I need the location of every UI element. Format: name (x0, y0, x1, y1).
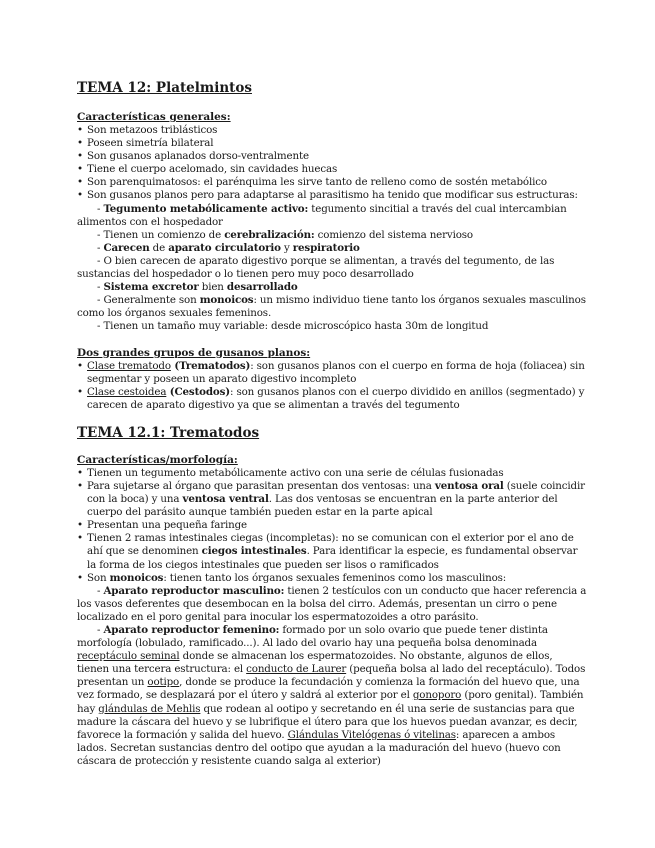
general-features-list (77, 124, 587, 203)
heading-caracteristicas-generales: Características generales: (77, 111, 231, 123)
list-item: • Son gusanos aplanados dorso-ventralmente (77, 150, 587, 163)
list-item-cestoidea: • Clase cestoidea (Cestodos): son gusanos planos con el cuerpo dividido en anillos (segmentado) y carecen de aparato digestivo ya que se alimentan a través del tegumento (77, 386, 587, 412)
morphology-list (77, 467, 587, 585)
sub-item-masculino: - Aparato reproductor masculino: tienen 2 testículos con un conducto que hacer referencia a los vasos deferentes que desembocan en la bolsa del cirro. Además, presentan un cirro o pene localizado en el poro genital para inocular los espermatozoides a otro parásito. (77, 584, 587, 623)
list-item: • Son parenquimatosos: el parénquima les sirve tanto de relleno como de sostén metabólico (77, 176, 587, 189)
adaptations-block (77, 203, 587, 334)
groups-list (77, 360, 587, 412)
document-page (77, 80, 587, 768)
list-item: • Presentan una pequeña faringe (77, 519, 587, 532)
list-item: • Tienen 2 ramas intestinales ciegas (incompletas): no se comunican con el exterior por el ano de ahí que se denominen ciegos intestinales. Para identificar la especie, es fundamental observar la forma de los ciegos intestinales que pueden ser lisos o ramificados (77, 532, 587, 571)
list-item: • Para sujetarse al órgano que parasitan presentan dos ventosas: una ventosa oral (suele coincidir con la boca) y una ventosa ventral. Las dos ventosas se encuentran en la parte anterior del cuerpo del parásito aunque también pueden estar en la parte apical (77, 480, 587, 519)
sub-item-tegumento: - Tegumento metabólicamente activo: tegumento sincitial a través del cual intercambian alimentos con el hospedador (77, 202, 567, 228)
list-item: • Tiene el cuerpo acelomado, sin cavidades huecas (77, 163, 587, 176)
list-item: • Son monoicos: tienen tanto los órganos sexuales femeninos como los masculinos: (77, 572, 587, 585)
section-title-trematodos: TEMA 12.1: Trematodos (77, 424, 260, 441)
sub-item-digestivo: - O bien carecen de aparato digestivo porque se alimentan, a través del tegumento, de las sustancias del hospedador o lo tienen pero muy poco desarrollado (77, 254, 555, 281)
list-item: • Poseen simetría bilateral (77, 137, 587, 150)
list-item: • Son gusanos planos pero para adaptarse al parasitismo ha tenido que modificar sus estructuras: (77, 189, 587, 202)
sub-item-excretor: - Sistema excretor bien desarrollado (97, 281, 298, 294)
list-item: • Tienen un tegumento metabólicamente activo con una serie de células fusionadas (77, 467, 587, 480)
sub-item-tamano: - Tienen un tamaño muy variable: desde microscópico hasta 30m de longitud (97, 320, 489, 333)
sub-item-carecen: - Carecen de aparato circulatorio y respiratorio (97, 241, 360, 254)
reproductive-block (77, 585, 587, 768)
sub-item-cerebralizacion: - Tienen un comienzo de cerebralización: comienzo del sistema nervioso (97, 228, 473, 241)
heading-morfologia: Características/morfología: (77, 453, 238, 466)
sub-item-femenino: - Aparato reproductor femenino: formado por un solo ovario que puede tener distinta morfología (lobulado, ramificado...). Al lado del ovario hay una pequeña bolsa denominada receptáculo seminal donde se almacenan los espermatozoides. No obstante, algunos de ellos, tienen una tercera estructura: el conducto de Laurer (pequeña bolsa al lado del receptáculo). Todos presentan un ootipo, donde se produce la fecundación y comienza la formación del huevo que, una vez formado, se desplazará por el útero y saldrá al exterior por el gonoporo (poro genital). También hay glándulas de Mehlis que rodean al ootipo y secretando en él una serie de sustancias para que madure la cáscara del huevo y se lubrifique el útero para que los huevos puedan avanzar, es decir, favorece la formación y salida del huevo. Glándulas Vitelógenas ó vitelinas: aparecen a ambos lados. Secretan sustancias dentro del ootipo que ayudan a la maduración del huevo (huevo con cáscara de protección y resistente cuando salga al exterior) (77, 624, 586, 767)
list-item: • Son metazoos triblásticos (77, 124, 587, 137)
heading-grupos: Dos grandes grupos de gusanos planos: (77, 346, 311, 359)
section-title-platelmintos: TEMA 12: Platelmintos (77, 80, 252, 96)
list-item-trematodo: • Clase trematodo (Trematodos): son gusanos planos con el cuerpo en forma de hoja (foliacea) sin segmentar y poseen un aparato digestivo incompleto (77, 360, 587, 386)
sub-item-monoicos: - Generalmente son monoicos: un mismo individuo tiene tanto los órganos sexuales masculinos como los órganos sexuales femeninos. (77, 294, 586, 320)
